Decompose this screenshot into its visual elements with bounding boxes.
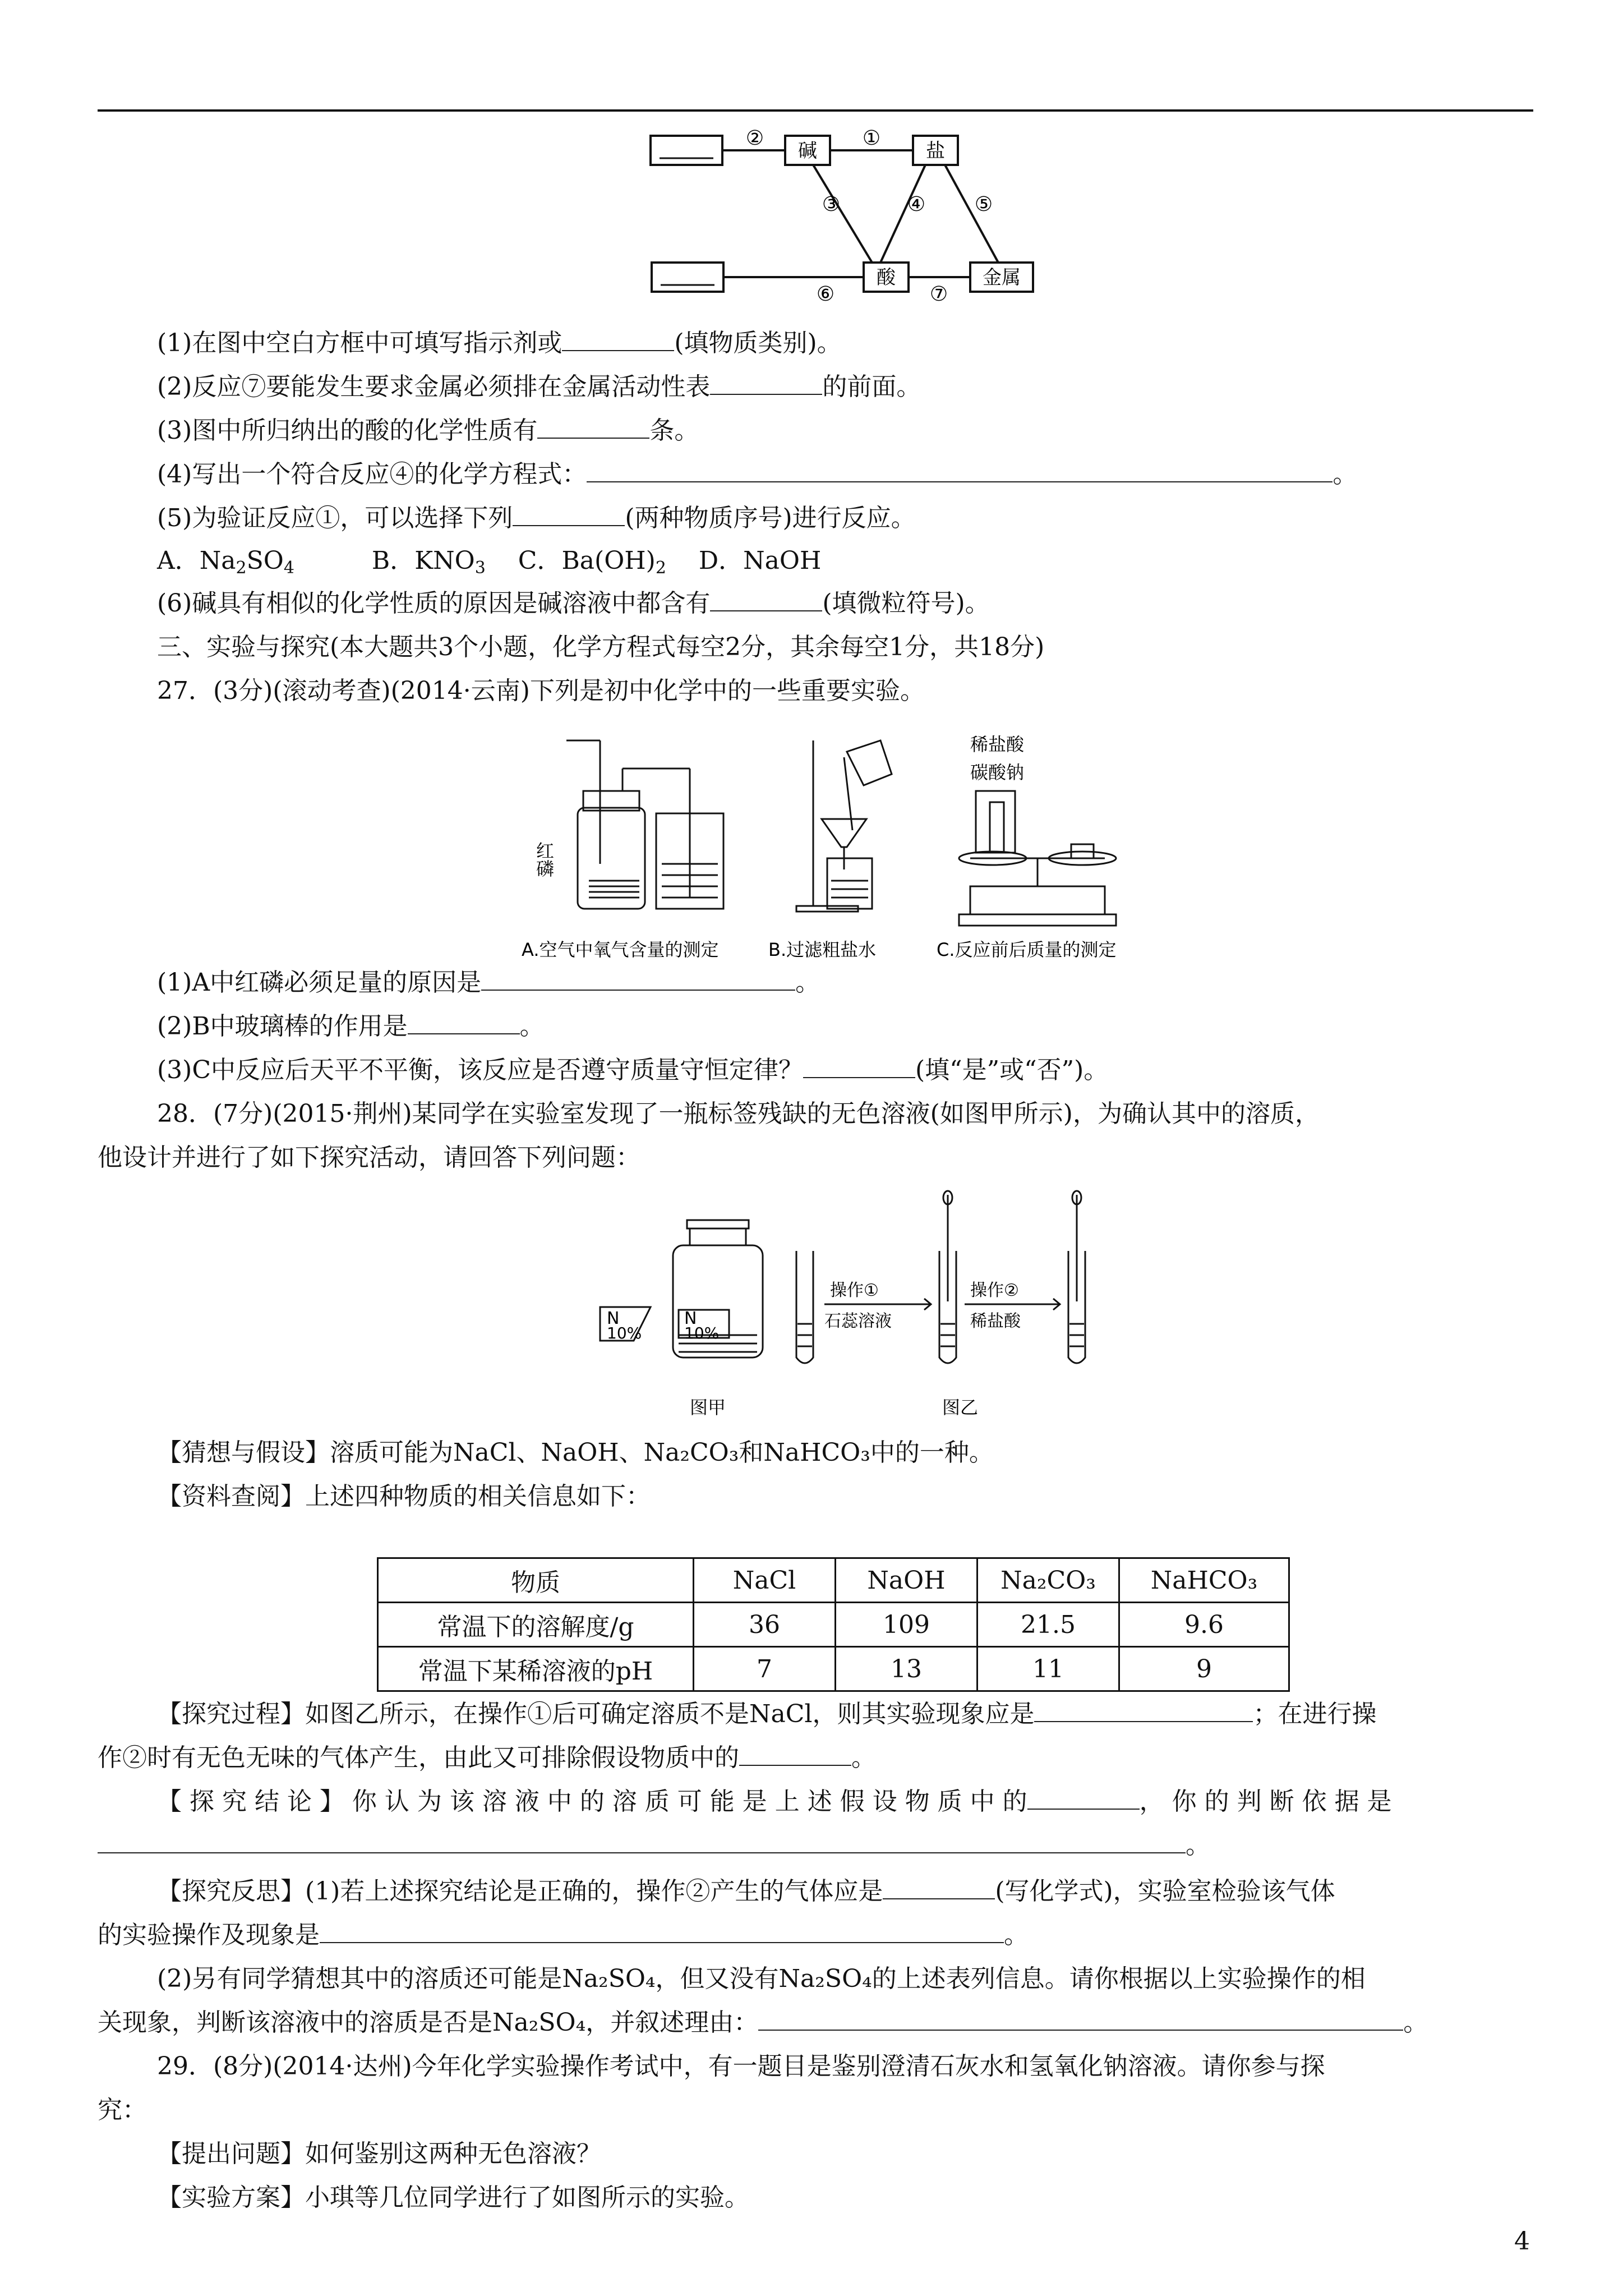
bottle-label-n: N <box>684 1309 697 1328</box>
q27-part2: (2)B中玻璃棒的作用是 。 <box>157 1012 545 1041</box>
dilute-hcl-label: 稀盐酸 <box>970 734 1025 755</box>
bottle-label-pct: 10% <box>684 1324 720 1342</box>
op1-reagent-label: 石蕊溶液 <box>824 1312 892 1331</box>
q28-reflection-2: 的实验操作及现象是 。 <box>98 1921 1029 1949</box>
q28-reflection-1: 【探究反思】(1)若上述探究结论是正确的，操作②产生的气体应是 (写化学式)，实验室检验该气体 <box>157 1877 1335 1906</box>
q26-part2: (2)反应⑦要能发生要求金属必须排在金属活动性表 的前面。 <box>157 372 921 401</box>
arrow-label-2: ② <box>745 129 764 150</box>
q26-part1: (1)在图中空白方框中可填写指示剂或 (填物质类别)。 <box>157 329 842 357</box>
q28-stem-2: 他设计并进行了如下探究活动，请回答下列问题： <box>98 1143 640 1172</box>
q28-reference: 【资料查阅】上述四种物质的相关信息如下： <box>157 1482 651 1511</box>
label-n: N <box>607 1309 620 1328</box>
arrow-label-6: ⑥ <box>816 283 835 306</box>
table-cell: 常温下某稀溶液的pH <box>378 1647 694 1691</box>
test-tubes <box>796 1191 1085 1363</box>
arrow-label-7: ⑦ <box>929 283 948 306</box>
q28-hypothesis: 【猜想与假设】溶质可能为NaCl、NaOH、Na₂CO₃和NaHCO₃中的一种。 <box>157 1438 994 1467</box>
q29-question: 【提出问题】如何鉴别这两种无色溶液？ <box>157 2139 601 2168</box>
apparatus-a-oxygen <box>566 740 723 909</box>
table-cell: 109 <box>836 1603 978 1647</box>
arrow-label-4: ④ <box>907 193 926 216</box>
q29-stem-1: 29．(8分)(2014·达州)今年化学实验操作考试中，有一题目是鉴别澄清石灰水和氢氧化钠溶液。请你参与探 <box>157 2052 1325 2081</box>
metal-label: 金属 <box>983 266 1021 289</box>
table-cell: 常温下的溶解度/g <box>378 1603 694 1647</box>
apparatus-c-balance <box>959 791 1116 926</box>
caption-b: B.过滤粗盐水 <box>768 939 877 960</box>
blank-box-top <box>651 136 722 165</box>
table-cell: 13 <box>836 1647 978 1691</box>
op2-label: 操作② <box>970 1281 1019 1300</box>
table-cell: 物质 <box>378 1558 694 1603</box>
q28-reflection-4: 关现象，判断该溶液中的溶质是否是Na₂SO₄，并叙述理由： 。 <box>98 2008 1428 2037</box>
table-row <box>378 1603 1289 1647</box>
caption-c: C.反应前后质量的测定 <box>937 939 1117 960</box>
q26-part4: (4)写出一个符合反应④的化学方程式： 。 <box>157 460 1358 489</box>
q27-part3: (3)C中反应后天平不平衡，该反应是否遵守质量守恒定律？ (填“是”或“否”)。 <box>157 1056 1109 1084</box>
acid-label: 酸 <box>877 266 896 289</box>
q29-stem-2: 究： <box>98 2096 147 2124</box>
q27-part1: (1)A中红磷必须足量的原因是 。 <box>157 968 820 997</box>
table-row <box>378 1647 1289 1691</box>
q28-figure <box>594 1189 1099 1425</box>
header-rule <box>98 109 1533 112</box>
apparatus-b-filter <box>796 740 892 912</box>
reaction-diagram <box>645 129 1049 309</box>
q28-process-1: 【探究过程】如图乙所示，在操作①后可确定溶质不是NaCl，则其实验现象应是 ；在进行操 <box>157 1700 1377 1728</box>
op1-label: 操作① <box>830 1281 879 1300</box>
caption-a: A.空气中氧气含量的测定 <box>522 939 719 960</box>
table-cell: 9 <box>1119 1647 1289 1691</box>
table-cell: 9.6 <box>1119 1603 1289 1647</box>
q26-part6: (6)碱具有相似的化学性质的原因是碱溶液中都含有 (填微粒符号)。 <box>157 589 990 618</box>
caption-yi: 图乙 <box>942 1397 979 1418</box>
table-cell: 36 <box>694 1603 836 1647</box>
sodium-carbonate-label: 碳酸钠 <box>970 762 1025 783</box>
red-phosphorus-label: 红磷 <box>533 841 555 877</box>
q28-conclusion-blank: 。 <box>98 1830 1210 1861</box>
q27-stem: 27．(3分)(滚动考查)(2014·云南)下列是初中化学中的一些重要实验。 <box>157 677 925 705</box>
blank-box-bottom <box>652 263 723 292</box>
q26-part3: (3)图中所归纳出的酸的化学性质有 条。 <box>157 416 699 445</box>
properties-table <box>377 1557 1290 1692</box>
base-label: 碱 <box>798 140 817 162</box>
table-cell: 21.5 <box>978 1603 1119 1647</box>
label-pct: 10% <box>607 1324 642 1342</box>
section-3-heading: 三、实验与探究(本大题共3个小题，化学方程式每空2分，其余每空1分，共18分) <box>157 633 1045 661</box>
arrow-label-1: ① <box>862 129 881 150</box>
table-cell: Na₂CO₃ <box>978 1558 1119 1603</box>
q27-apparatus-figure <box>522 718 1195 965</box>
q28-stem-1: 28．(7分)(2015·荆州)某同学在实验室发现了一瓶标签残缺的无色溶液(如图甲所示)，为确认其中的溶质， <box>157 1099 1320 1128</box>
op2-reagent-label: 稀盐酸 <box>970 1312 1021 1331</box>
table-cell: NaOH <box>836 1558 978 1603</box>
q28-reflection-3: (2)另有同学猜想其中的溶质还可能是Na₂SO₄，但又没有Na₂SO₄的上述表列信息。请你根据以上实验操作的相 <box>157 1964 1366 1993</box>
q29-plan: 【实验方案】小琪等几位同学进行了如图所示的实验。 <box>157 2183 749 2212</box>
q26-options: A．$Na_2SO_4$ B．$KNO_3$ C．$Ba(OH)_2$ D．NaOH <box>157 546 822 578</box>
caption-jia: 图甲 <box>690 1397 726 1418</box>
q26-part5: (5)为验证反应①，可以选择下列 (两种物质序号)进行反应。 <box>157 504 916 532</box>
arrow-label-3: ③ <box>822 193 841 216</box>
table-cell: 7 <box>694 1647 836 1691</box>
q28-process-2: 作②时有无色无味的气体产生，由此又可排除假设物质中的 。 <box>98 1743 876 1772</box>
table-cell: 11 <box>978 1647 1119 1691</box>
salt-label: 盐 <box>926 140 945 162</box>
table-header-row <box>378 1558 1289 1603</box>
page-number: 4 <box>1514 2227 1530 2256</box>
table-cell: NaCl <box>694 1558 836 1603</box>
arrow-label-5: ⑤ <box>974 193 993 216</box>
table-cell: NaHCO₃ <box>1119 1558 1289 1603</box>
q28-conclusion: 【 探 究 结 论 】 你 认 为 该 溶 液 中 的 溶 质 可 能 是 上 述 假 设 物 质 中 的 ， 你 的 判 断 依 据 是 <box>157 1787 1392 1816</box>
